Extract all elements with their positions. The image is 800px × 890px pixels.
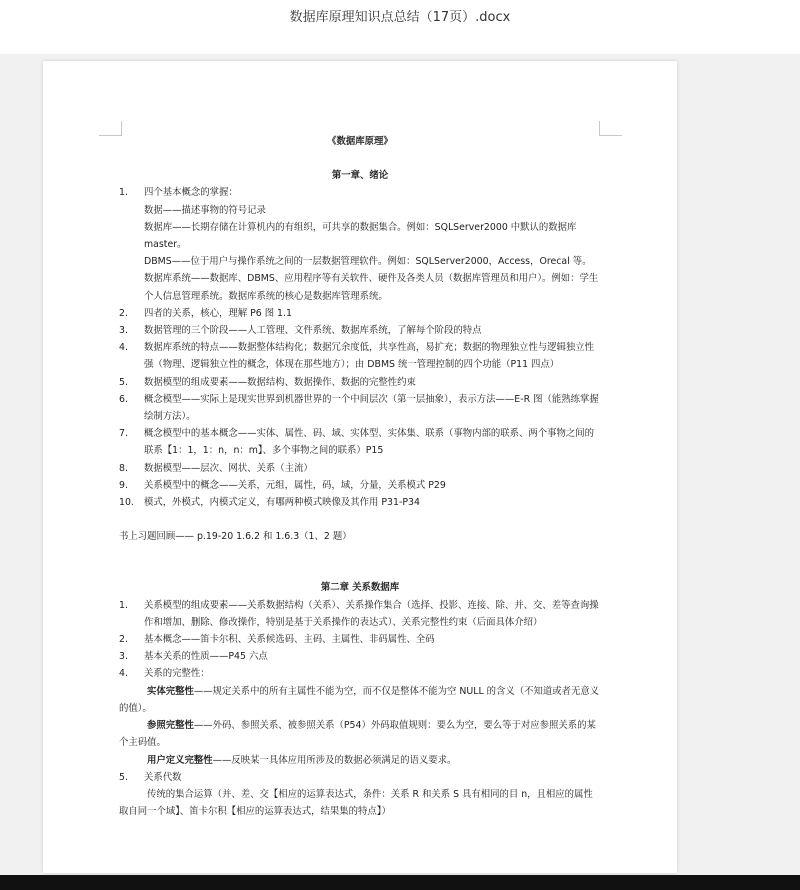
bottom-bar: [0, 875, 800, 890]
list-item: 1. 四个基本概念的掌握：: [119, 187, 238, 199]
integrity-paragraph: 参照完整性——外码、参照关系、被参照关系（P54）外码取值规则：要么为空，要么等于对应参照关系的某个主码值。: [119, 720, 596, 749]
review-note: 书上习题回顾—— p.19-20 1.6.2 和 1.6.3（1、2 题）: [119, 531, 352, 543]
margin-corner-mark: [599, 121, 622, 136]
document-page: [43, 61, 677, 873]
list-item: 3. 基本关系的性质——P45 六点: [119, 651, 268, 663]
title-bar: [0, 0, 800, 54]
definition-line: 数据库——长期存储在计算机内的有组织，可共享的数据集合。例如：SQLServer2000 中默认的数据库 master。: [144, 221, 577, 251]
list-item: 8. 数据模型——层次、网状、关系（主流）: [119, 462, 313, 474]
list-item: 9. 关系模型中的概念——关系，元组，属性，码，域，分量，关系模式 P29: [119, 479, 446, 491]
list-item: 2. 基本概念——笛卡尔积、关系候选码、主码、主属性、非码属性、全码: [119, 634, 435, 646]
list-item: 10. 模式，外模式，内模式定义，有哪两种模式映像及其作用 P31-P34: [119, 497, 420, 509]
definition-line: DBMS——位于用户与操作系统之间的一层数据管理软件。例如：SQLServer2000，Access，Orecal 等。: [144, 256, 592, 268]
integrity-paragraph: 用户定义完整性——反映某一具体应用所涉及的数据必须满足的语义要求。: [147, 754, 457, 766]
list-item: 4. 数据库系统的特点——数据整体结构化；数据冗余度低，共享性高，易扩充；数据的物理独立性与逻辑独立性强（物理、逻辑独立性的概念，体现在那些地方）；由 DBMS 统一管理控制的四个功能（P11 四点）: [119, 342, 595, 371]
list-item: 7. 概念模型中的基本概念——实体、属性、码、域、实体型、实体集、联系（事物内部的联系、两个事物之间的联系【1：1，1：n，n：m】、多个事物之间的联系）P15: [119, 428, 595, 457]
list-item: 5. 数据模型的组成要素——数据结构、数据操作、数据的完整性约束: [119, 376, 416, 388]
list-item: 2. 四者的关系，核心，理解 P6 图 1.1: [119, 307, 292, 319]
document-content: [119, 133, 601, 820]
list-item: 3. 数据管理的三个阶段——人工管理、文件系统、数据库系统，了解每个阶段的特点: [119, 325, 482, 337]
list-item: 5. 关系代数: [119, 771, 182, 783]
document-file-title: 数据库原理知识点总结（17页）.docx: [289, 10, 511, 25]
integrity-paragraph: 实体完整性——规定关系中的所有主属性不能为空，而不仅是整体不能为空 NULL 的含义（不知道或者无意义的值）。: [119, 685, 600, 714]
algebra-paragraph: 传统的集合运算（并、差、交【相应的运算表达式，条件：关系 R 和关系 S 具有相同的目 n，且相应的属性取自同一个域】、笛卡尔积【相应的运算表达式，结果集的特点】）: [119, 788, 593, 818]
list-item: 1. 关系模型的组成要素——关系数据结构（关系）、关系操作集合（选择、投影、连接、除、并、交、差等查询操作和增加、删除、修改操作，特别是基于关系操作的表达式）、关系完整性约束（后面具体介绍）: [119, 599, 599, 628]
definition-line: 数据——描述事物的符号记录: [144, 204, 266, 216]
list-item: 6. 概念模型——实际上是现实世界到机器世界的一个中间层次（第一层抽象），表示方法——E-R 图（能熟练掌握绘制方法）。: [119, 393, 599, 423]
document-title: 《数据库原理》: [327, 136, 393, 147]
chapter-2-heading: 第二章 关系数据库: [320, 582, 400, 594]
definition-line: 数据库系统——数据库、DBMS、应用程序等有关软件、硬件及各类人员（数据库管理员和用户）。例如：学生个人信息管理系统。数据库系统的核心是数据库管理系统。: [144, 273, 599, 302]
chapter-1-heading: 第一章、绪论: [331, 170, 389, 182]
list-item: 4. 关系的完整性：: [119, 668, 210, 680]
